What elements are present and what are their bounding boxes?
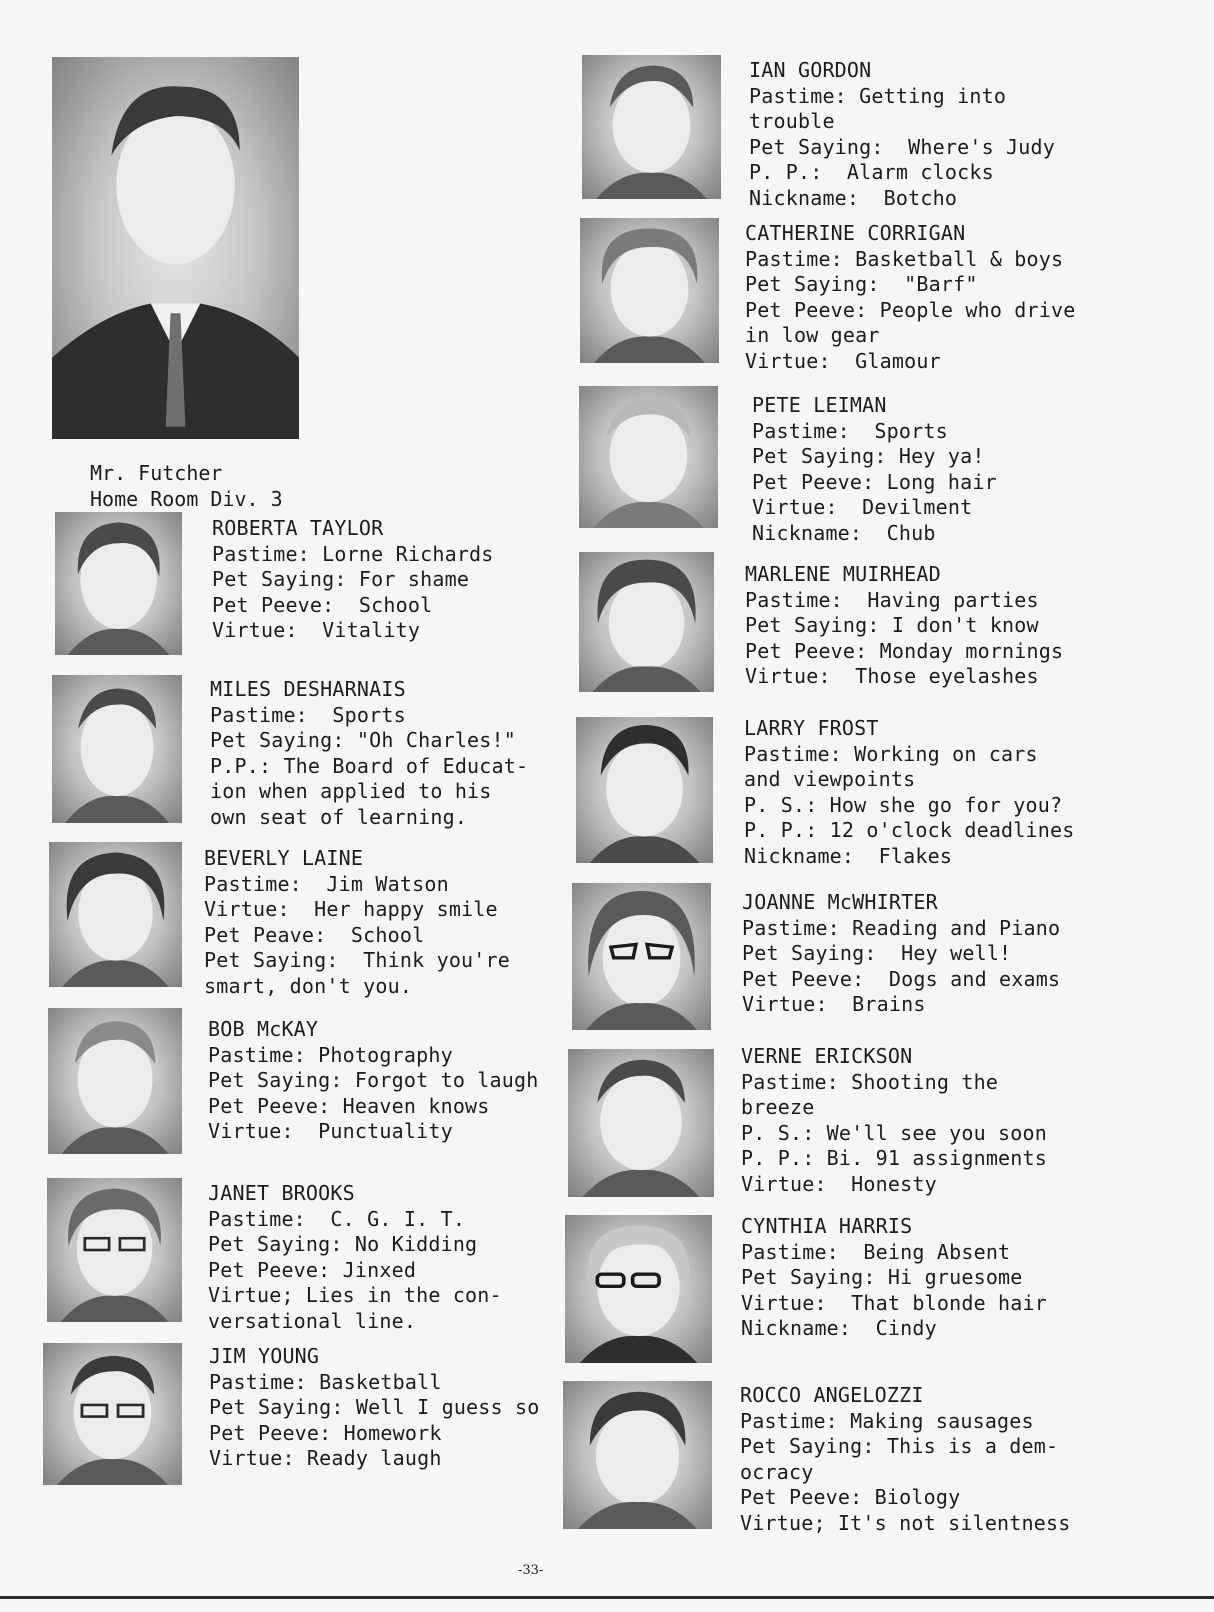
bio-line: P. P.: Alarm clocks	[749, 160, 994, 184]
student-photo	[580, 218, 719, 363]
student-name: IAN GORDON	[749, 58, 872, 82]
bio-line: Pet Peeve: Monday mornings	[745, 638, 1064, 663]
bio-line: Virtue; Lies in the con-	[208, 1283, 502, 1307]
student-name: BOB McKAY	[208, 1017, 319, 1041]
bio-line: Virtue: Brains	[742, 992, 926, 1016]
bio-line: P. S.: How she go for you?	[744, 792, 1063, 817]
student-bio-cynthia-harris	[741, 1214, 1047, 1342]
student-bio-beverly-laine	[204, 846, 510, 999]
bio-line: Pet Peeve: Dogs and exams	[742, 966, 1061, 991]
student-bio-janet-brooks	[208, 1181, 502, 1334]
bio-line: Pastime: Sports	[752, 418, 948, 443]
student-photo	[579, 552, 714, 692]
bio-line: Virtue: Devilment	[752, 495, 973, 519]
bio-line: own seat of learning.	[210, 804, 468, 829]
bio-line: Pastime: Making sausages	[740, 1408, 1034, 1433]
student-bio-marlene-muirhead	[745, 562, 1063, 690]
student-bio-verne-erickson	[741, 1044, 1047, 1197]
bio-line: Pastime: Sports	[210, 702, 406, 727]
student-photo	[48, 1008, 182, 1154]
bio-line: P. S.: We'll see you soon	[741, 1120, 1048, 1145]
bio-line: versational line.	[208, 1308, 417, 1333]
bio-line: Pet Peeve: School	[212, 592, 433, 617]
bio-line: Pastime: Lorne Richards	[212, 541, 494, 566]
student-photo	[568, 1049, 714, 1197]
bio-line: Pastime: Working on cars	[744, 741, 1038, 766]
student-bio-miles-desharnais	[210, 677, 528, 830]
bio-line: Virtue; It's not silentness	[740, 1510, 1071, 1535]
bio-line: Pastime: Reading and Piano	[742, 915, 1061, 940]
student-bio-ian-gordon	[749, 58, 1055, 211]
page-number: -33-	[518, 1563, 544, 1578]
bio-line: Nickname: Flakes	[744, 843, 953, 868]
bio-line: Pet Saying: Hey ya!	[752, 444, 985, 468]
bio-line: P. P.: Bi. 91 assignments	[741, 1146, 1048, 1170]
bio-line: Pet Saying: No Kidding	[208, 1232, 478, 1256]
bio-line: trouble	[749, 109, 835, 133]
bio-line: Pastime: Photography	[208, 1042, 453, 1067]
bio-line: Nickname: Botcho	[749, 185, 958, 210]
student-bio-larry-frost	[744, 716, 1075, 869]
student-photo	[565, 1215, 712, 1363]
bio-line: in low gear	[745, 323, 880, 347]
bio-line: ion when applied to his	[210, 779, 492, 803]
student-name: ROCCO ANGELOZZI	[740, 1383, 924, 1407]
student-photo	[52, 675, 182, 823]
student-photo	[563, 1381, 712, 1529]
student-name: MARLENE MUIRHEAD	[745, 562, 941, 586]
bio-line: Pastime: Getting into	[749, 83, 1007, 108]
student-photo	[576, 717, 713, 863]
bio-line: Pet Saying: Hi gruesome	[741, 1265, 1023, 1289]
bio-line: Pet Saying: This is a dem-	[740, 1434, 1059, 1458]
bio-line: Pet Saying: Forgot to laugh	[208, 1068, 539, 1092]
bio-line: Virtue: Punctuality	[208, 1119, 453, 1143]
student-name: CATHERINE CORRIGAN	[745, 221, 966, 245]
teacher-name: Mr. Futcher	[90, 461, 223, 485]
bio-line: Pet Peeve: Jinxed	[208, 1257, 417, 1282]
bio-line: Pastime: Having parties	[745, 587, 1039, 612]
page-bottom-rule	[0, 1596, 1214, 1599]
bio-line: Virtue: Honesty	[741, 1171, 937, 1196]
bio-line: ocracy	[740, 1459, 814, 1484]
bio-line: Nickname: Chub	[752, 520, 936, 545]
student-photo	[582, 55, 721, 199]
bio-line: Pastime: Being Absent	[741, 1239, 1011, 1264]
student-bio-pete-leiman	[752, 393, 997, 546]
bio-line: Virtue: That blonde hair	[741, 1290, 1048, 1315]
student-name: BEVERLY LAINE	[204, 846, 364, 870]
bio-line: Virtue: Her happy smile	[204, 897, 498, 921]
student-name: JOANNE McWHIRTER	[742, 890, 938, 914]
bio-line: P. P.: 12 o'clock deadlines	[744, 818, 1075, 842]
bio-line: Pastime: Basketball & boys	[745, 246, 1064, 271]
student-name: MILES DESHARNAIS	[210, 677, 406, 701]
student-photo	[572, 883, 711, 1030]
homeroom-label: Home Room Div. 3	[90, 487, 283, 511]
bio-line: Pet Peeve: Biology	[740, 1485, 961, 1509]
student-bio-joanne-mcwhirter	[742, 890, 1060, 1018]
student-name: CYNTHIA HARRIS	[741, 1214, 913, 1238]
bio-line: smart, don't you.	[204, 973, 413, 998]
student-bio-roberta-taylor	[212, 516, 494, 644]
bio-line: Pet Saying: Hey well!	[742, 941, 1012, 965]
bio-line: Nickname: Cindy	[741, 1316, 937, 1340]
student-photo	[43, 1343, 182, 1485]
bio-line: Virtue: Ready laugh	[209, 1446, 442, 1470]
bio-line: Pet Saying: "Oh Charles!"	[210, 728, 517, 752]
bio-line: Pet Saying: "Barf"	[745, 272, 978, 296]
student-photo	[47, 1178, 182, 1322]
bio-line: breeze	[741, 1095, 815, 1119]
bio-line: Virtue: Those eyelashes	[745, 664, 1039, 688]
bio-line: Pet Saying: Where's Judy	[749, 134, 1056, 159]
student-name: JIM YOUNG	[209, 1344, 320, 1368]
bio-line: Pet Peeve: Heaven knows	[208, 1093, 490, 1118]
bio-line: Pet Peeve: People who drive	[745, 297, 1076, 322]
student-name: VERNE ERICKSON	[741, 1044, 913, 1068]
bio-line: P.P.: The Board of Educat-	[210, 753, 529, 778]
student-name: PETE LEIMAN	[752, 393, 887, 417]
student-name: ROBERTA TAYLOR	[212, 516, 384, 540]
student-bio-catherine-corrigan	[745, 221, 1076, 374]
bio-line: Pet Saying: For shame	[212, 567, 470, 591]
bio-line: Pet Peeve: Long hair	[752, 469, 997, 494]
student-name: LARRY FROST	[744, 716, 879, 740]
bio-line: Pet Saying: Think you're	[204, 948, 511, 972]
student-name: JANET BROOKS	[208, 1181, 355, 1205]
teacher-caption	[90, 460, 283, 512]
student-bio-bob-mckay	[208, 1017, 539, 1145]
student-bio-rocco-angelozzi	[740, 1383, 1071, 1536]
student-bio-jim-young	[209, 1344, 540, 1472]
teacher-photo	[52, 57, 299, 439]
bio-line: Pet Saying: I don't know	[745, 613, 1039, 637]
bio-line: Pet Saying: Well I guess so	[209, 1395, 540, 1419]
bio-line: Pastime: Basketball	[209, 1369, 442, 1394]
bio-line: Virtue: Glamour	[745, 348, 941, 373]
bio-line: Pet Peeve: Homework	[209, 1420, 442, 1445]
bio-line: Pastime: Jim Watson	[204, 871, 449, 896]
bio-line: Pet Peave: School	[204, 922, 425, 947]
student-photo	[49, 842, 182, 987]
student-photo	[55, 512, 182, 655]
student-photo	[579, 386, 718, 528]
bio-line: Pastime: Shooting the	[741, 1069, 999, 1094]
bio-line: and viewpoints	[744, 767, 916, 791]
bio-line: Virtue: Vitality	[212, 618, 421, 642]
bio-line: Pastime: C. G. I. T.	[208, 1206, 466, 1231]
